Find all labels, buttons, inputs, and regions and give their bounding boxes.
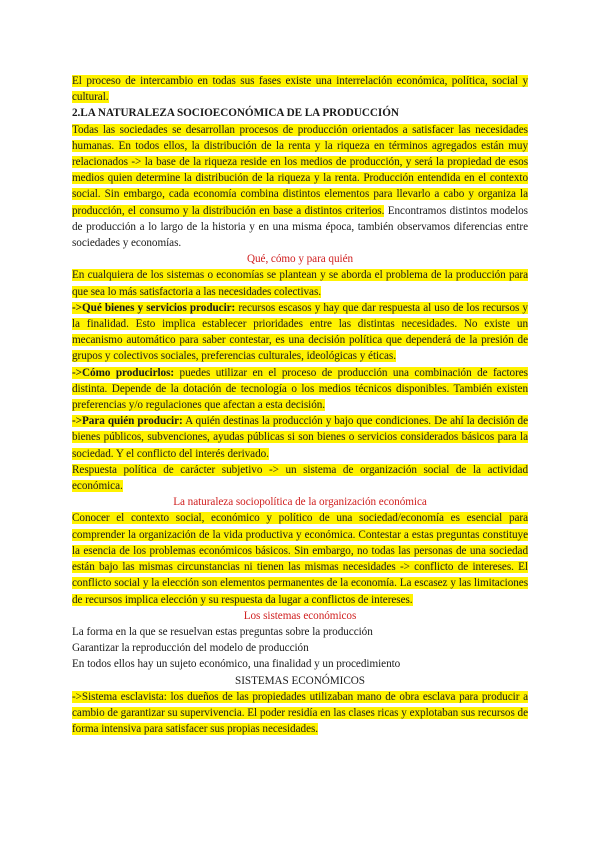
plain-line-2-text: Garantizar la reproducción del modelo de producción [72, 642, 309, 655]
intro-paragraph [72, 73, 528, 105]
subheading-naturaleza [72, 494, 528, 510]
naturaleza-sociopolitica-text: Conocer el contexto social, económico y político de una sociedad/economía es esencial para comprender la organización de la vida productiva y económica. Contestar a estas preguntas constituye la esencia de los problemas económicos básicos. Sin embargo, no todas las personas de una sociedad están bajo las mismas circunstancias ni tienen las mismas necesidades -> conflicto de intereses. El conflicto social y la elección son elementos permanentes de la economía. La escasez y las limitaciones de recursos implica elección y su respuesta da lugar a conflictos de intereses. [72, 512, 528, 606]
para-quien-label: ->Para quién producir: [72, 415, 183, 428]
heading-sistemas-upper [72, 673, 528, 689]
subheading-sistemas [72, 608, 528, 624]
subheading-que-como-text: Qué, cómo y para quién [246, 253, 354, 266]
plain-line-1-text: La forma en la que se resuelvan estas preguntas sobre la producción [72, 625, 373, 638]
heading-sistemas-upper-text: SISTEMAS ECONÓMICOS [235, 674, 365, 687]
naturaleza-highlighted-text: Todas las sociedades se desarrollan procesos de producción orientados a satisfacer las necesidades humanas. En todos ellos, la distribución de la renta y la riqueza en términos agregados están muy relacionados -> la base de la riqueza reside en los medios de producción, y será la propiedad de esos medios quien determine la distribución de la riqueza y la renta. Producción entendida en el contexto social. Sin embargo, cada economía combina distintos elementos para llevarlo a cabo y organiza la producción, el consumo y la distribución en base a distintos criterios. [72, 123, 528, 217]
que-bienes-label: ->Qué bienes y servicios producir: [72, 301, 236, 314]
que-bienes-paragraph [72, 300, 528, 365]
plain-line-3 [72, 656, 528, 672]
esclavista-text: ->Sistema esclavista: los dueños de las propiedades utilizaban mano de obra esclava para producir a cambio de garantizar su supervivencia. El poder residía en las clases ricas y explotaban sus recursos de forma intensiva para satisfacer sus propias necesidades. [72, 690, 528, 736]
naturaleza-plain-text: Encontramos distintos modelos de producción a lo largo de la historia y en una misma época, también observamos diferencias entre sociedades y economías. [72, 204, 528, 250]
para-quien-text: A quién destinas la producción y bajo que condiciones. De ahí la decisión de bienes públicos, subvenciones, ayudas públicas si son bienes o servicios considerados básicos para la sociedad. Y el conflicto del interés derivado. [72, 415, 528, 460]
respuesta-text: Respuesta política de carácter subjetivo -> un sistema de organización social de la actividad económica. [72, 463, 528, 493]
document-page [72, 73, 528, 737]
naturaleza-sociopolitica-paragraph [72, 510, 528, 607]
que-intro-text: En cualquiera de los sistemas o economías se plantean y se aborda el problema de la producción para que sea lo más satisfactoria a las necesidades colectivas. [72, 269, 528, 298]
como-paragraph [72, 365, 528, 414]
subheading-sistemas-text: Los sistemas económicos [243, 609, 357, 622]
que-intro-paragraph [72, 267, 528, 299]
para-quien-paragraph [72, 413, 528, 462]
que-bienes-text: recursos escasos y hay que dar respuesta al uso de los recursos y la finalidad. Esto implica establecer prioridades entre las distintas necesidades. No existe un mecanismo automático para saber contestar, es una decisión política que dependerá de la presión de grupos y colectivos sociales, preferencias culturales, ideológicas y éticas. [72, 301, 528, 363]
plain-line-3-text: En todos ellos hay un sujeto económico, una finalidad y un procedimiento [72, 658, 401, 671]
naturaleza-paragraph [72, 122, 528, 252]
plain-line-1 [72, 624, 528, 640]
section-heading-text: 2.LA NATURALEZA SOCIOECONÓMICA DE LA PRODUCCIÓN [72, 107, 399, 120]
plain-line-2 [72, 640, 528, 656]
esclavista-paragraph [72, 689, 528, 738]
section-heading [72, 105, 528, 121]
como-label: ->Cómo producirlos: [72, 366, 175, 379]
intro-paragraph-text: El proceso de intercambio en todas sus fases existe una interrelación económica, política, social y cultural. [72, 75, 528, 104]
subheading-naturaleza-text: La naturaleza sociopolítica de la organización económica [173, 496, 427, 509]
respuesta-paragraph [72, 462, 528, 494]
como-text: puedes utilizar en el proceso de producción una combinación de factores distinta. Depende de la dotación de tecnología o los medios técnicos disponibles. También existen preferencias y/o regulaciones que afectan a esta decisión. [72, 366, 528, 412]
subheading-que-como [72, 251, 528, 267]
